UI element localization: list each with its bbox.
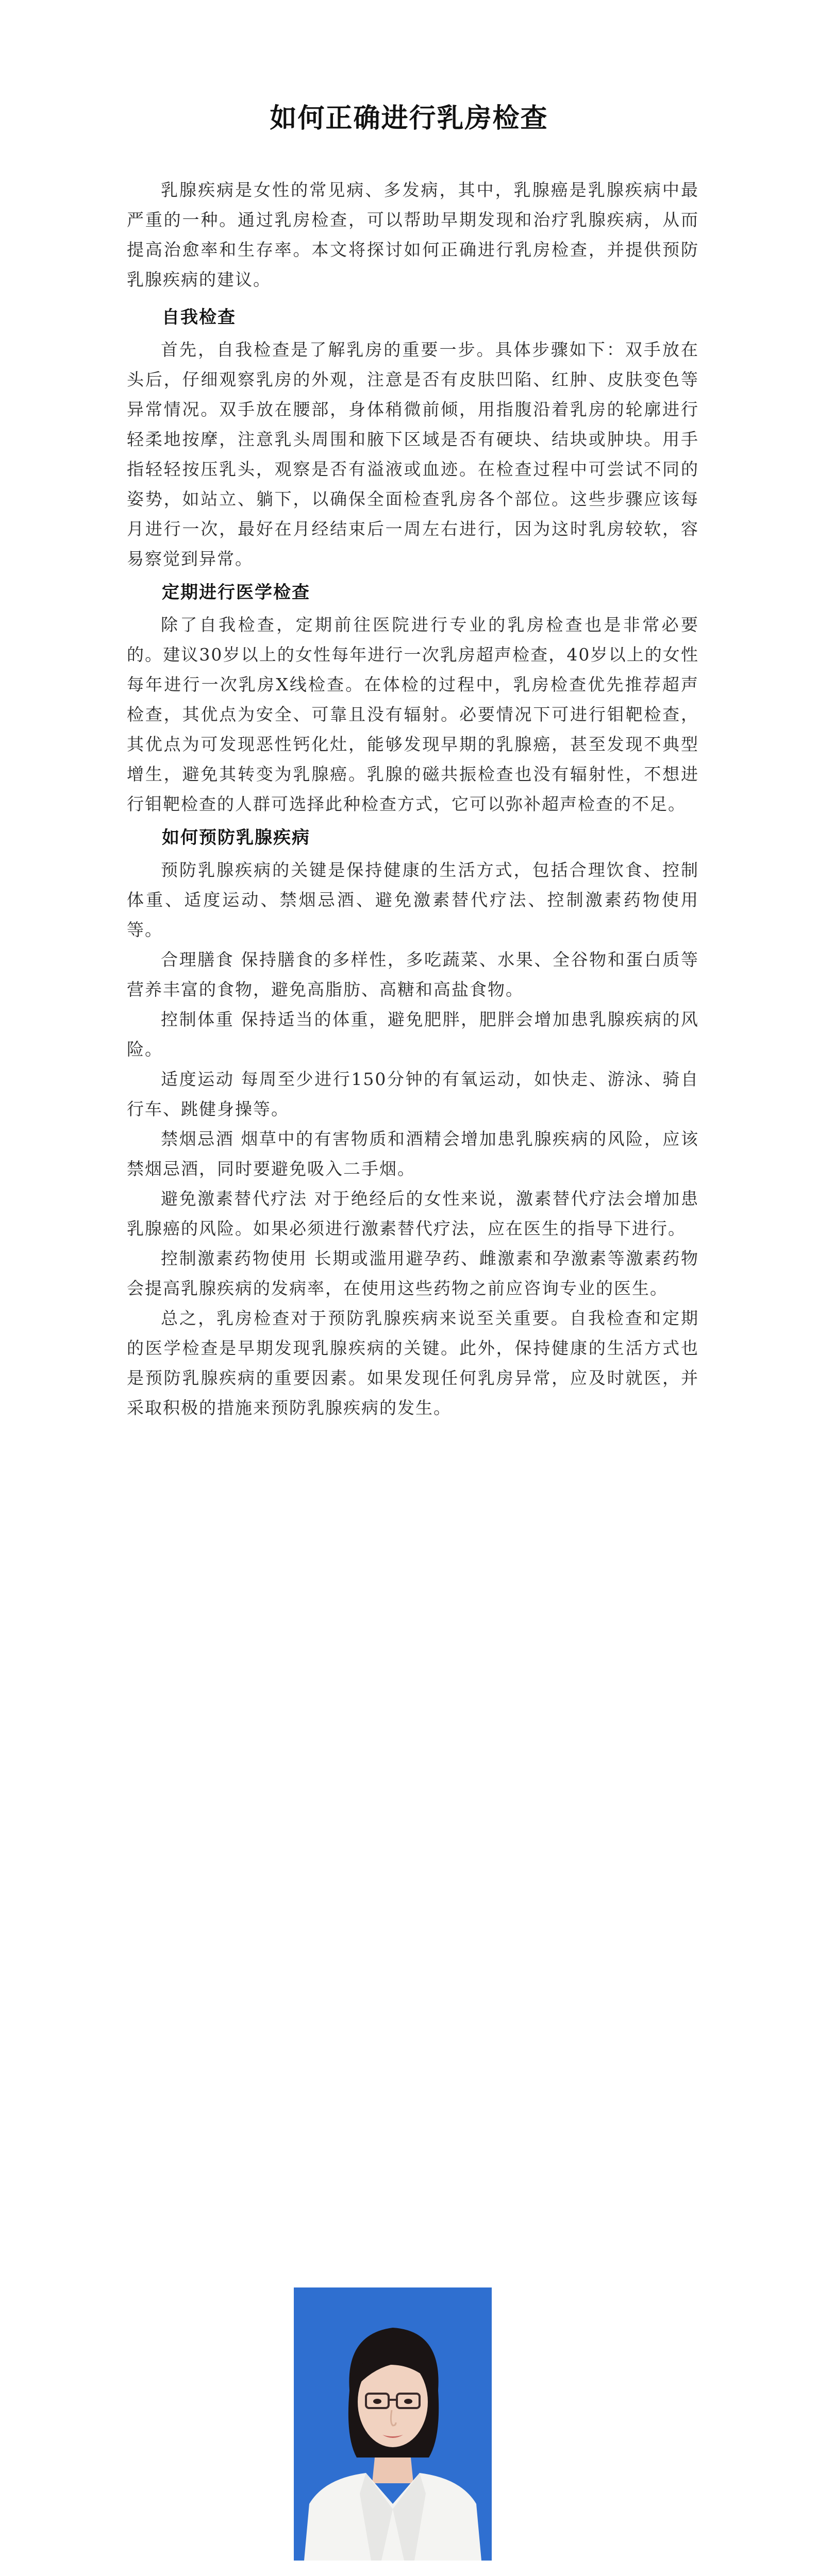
author-portrait	[294, 2287, 492, 2561]
medical-check-paragraph: 除了自我检查，定期前往医院进行专业的乳房检查也是非常必要的。建议30岁以上的女性每年进行一次乳房超声检查，40岁以上的女性每年进行一次乳房X线检查。在体检的过程中，乳房检查优先推荐超声检查，其优点为安全、可靠且没有辐射。必要情况下可进行钼靶检查，其优点为可发现恶性钙化灶，能够发现早期的乳腺癌，甚至发现不典型增生，避免其转变为乳腺癌。乳腺的磁共振检查也没有辐射性，不想进行钼靶检查的人群可选择此种检查方式，它可以弥补超声检查的不足。	[127, 615, 699, 814]
smoking-alcohol-paragraph: 禁烟忌酒 烟草中的有害物质和酒精会增加患乳腺疾病的风险，应该禁烟忌酒，同时要避免吸入二手烟。	[127, 1129, 699, 1179]
section-heading-medical-check: 定期进行医学检查	[162, 582, 310, 603]
article-title: 如何正确进行乳房检查	[270, 102, 548, 134]
section-heading-self-check: 自我检查	[162, 307, 236, 328]
prevention-paragraph: 预防乳腺疾病的关键是保持健康的生活方式，包括合理饮食、控制体重、适度运动、禁烟忌酒、避免激素替代疗法、控制激素药物使用等。	[127, 860, 699, 940]
section-heading-prevention: 如何预防乳腺疾病	[162, 827, 310, 848]
exercise-paragraph: 适度运动 每周至少进行150分钟的有氧运动，如快走、游泳、骑自行车、跳健身操等。	[127, 1069, 699, 1119]
hormone-drug-paragraph: 控制激素药物使用 长期或滥用避孕药、雌激素和孕激素等激素药物会提高乳腺疾病的发病率，在使用这些药物之前应咨询专业的医生。	[127, 1248, 699, 1298]
intro-paragraph: 乳腺疾病是女性的常见病、多发病，其中，乳腺癌是乳腺疾病中最严重的一种。通过乳房检查，可以帮助早期发现和治疗乳腺疾病，从而提高治愈率和生存率。本文将探讨如何正确进行乳房检查，并提供预防乳腺疾病的建议。	[127, 180, 699, 290]
self-check-paragraph: 首先，自我检查是了解乳房的重要一步。具体步骤如下：双手放在头后，仔细观察乳房的外观，注意是否有皮肤凹陷、红肿、皮肤变色等异常情况。双手放在腰部，身体稍微前倾，用指腹沿着乳房的轮廓进行轻柔地按摩，注意乳头周围和腋下区域是否有硬块、结块或肿块。用手指轻轻按压乳头，观察是否有溢液或血迹。在检查过程中可尝试不同的姿势，如站立、躺下，以确保全面检查乳房各个部位。这些步骤应该每月进行一次，最好在月经结束后一周左右进行，因为这时乳房较软，容易察觉到异常。	[127, 340, 699, 569]
article-body	[127, 175, 699, 1423]
hormone-therapy-paragraph: 避免激素替代疗法 对于绝经后的女性来说，激素替代疗法会增加患乳腺癌的风险。如果必须进行激素替代疗法，应在医生的指导下进行。	[127, 1189, 699, 1239]
conclusion-paragraph: 总之，乳房检查对于预防乳腺疾病来说至关重要。自我检查和定期的医学检查是早期发现乳腺疾病的关键。此外，保持健康的生活方式也是预防乳腺疾病的重要因素。如果发现任何乳房异常，应及时就医，并采取积极的措施来预防乳腺疾病的发生。	[127, 1308, 699, 1418]
diet-paragraph: 合理膳食 保持膳食的多样性，多吃蔬菜、水果、全谷物和蛋白质等营养丰富的食物，避免高脂肪、高糖和高盐食物。	[127, 950, 699, 999]
weight-paragraph: 控制体重 保持适当的体重，避免肥胖，肥胖会增加患乳腺疾病的风险。	[127, 1009, 699, 1059]
